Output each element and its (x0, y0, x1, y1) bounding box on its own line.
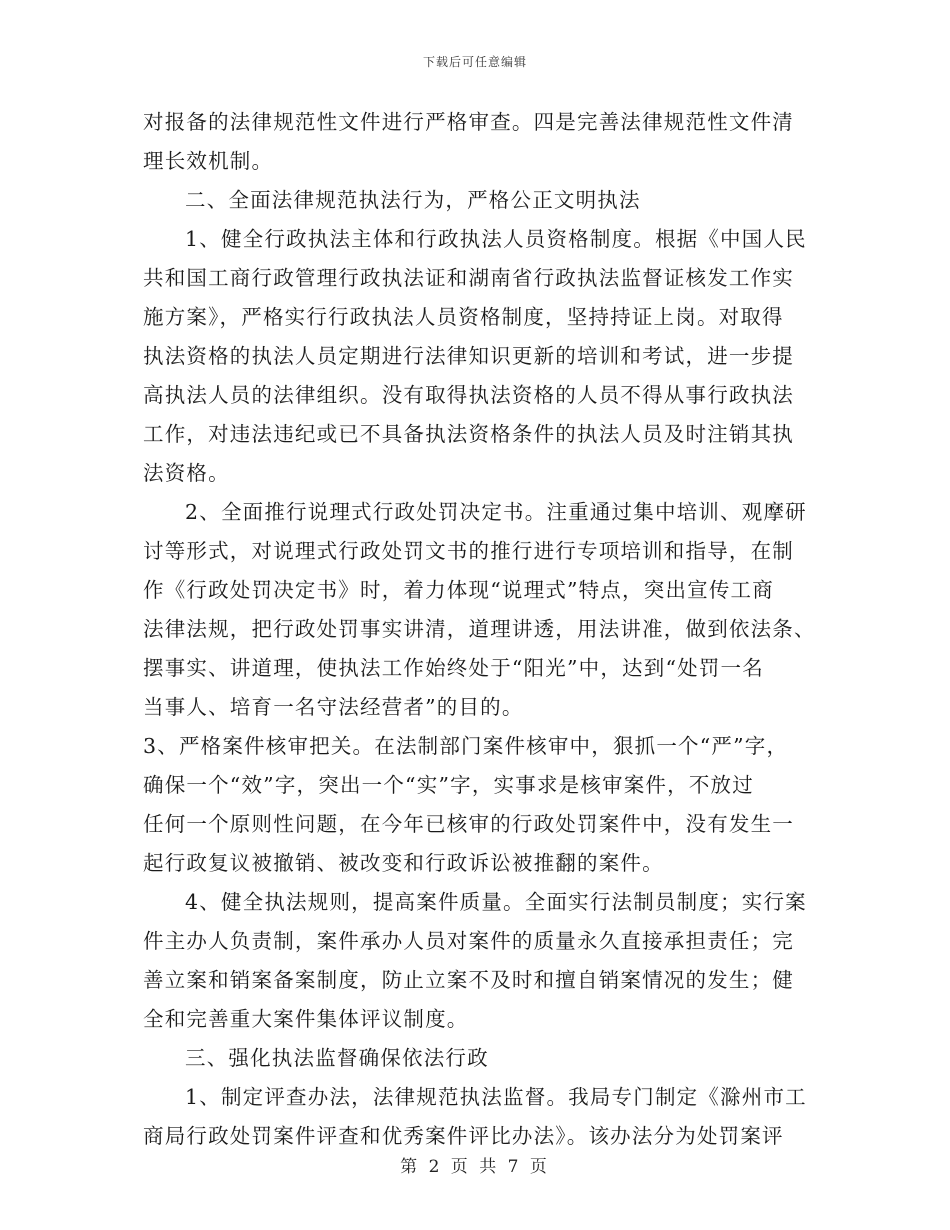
text-line: 善立案和销案备案制度，防止立案不及时和擅自销案情况的发生；健 (143, 968, 794, 992)
text-line: 1、健全行政执法主体和行政执法人员资格制度。根据《中国人民 (185, 227, 807, 251)
text-line: 二、全面法律规范执法行为，严格公正文明执法 (185, 188, 641, 212)
text-line: 施方案》，严格实行行政执法人员资格制度，坚持持证上岗。对取得 (143, 305, 784, 329)
text-line: 讨等形式，对说理式行政处罚文书的推行进行专项培训和指导，在制 (143, 539, 794, 563)
text-line: 1、制定评查办法，法律规范执法监督。我局专门制定《滁州市工 (185, 1085, 807, 1109)
text-line: 摆事实、讲道理，使执法工作始终处于“阳光”中，达到“处罚一名 (143, 656, 764, 680)
text-line: 当事人、培育一名守法经营者”的目的。 (143, 695, 524, 719)
page-header-note: 下载后可任意编辑 (422, 55, 527, 69)
text-line: 法资格。 (143, 461, 230, 485)
text-line: 商局行政处罚案件评查和优秀案件评比办法》。该办法分为处罚案评 (143, 1124, 784, 1148)
text-line: 3、严格案件核审把关。在法制部门案件核审中，狠抓一个“严”字， (143, 734, 789, 758)
text-line: 共和国工商行政管理行政执法证和湖南省行政执法监督证核发工作实 (143, 266, 794, 290)
text-line: 起行政复议被撤销、被改变和行政诉讼被推翻的案件。 (143, 851, 664, 875)
text-line: 对报备的法律规范性文件进行严格审查。四是完善法律规范性文件清 (143, 110, 794, 134)
text-line: 件主办人负责制，案件承办人员对案件的质量永久直接承担责任；完 (143, 929, 794, 953)
text-line: 法律法规，把行政处罚事实讲清，道理讲透，用法讲准，做到依法条、 (143, 617, 816, 641)
page-number: 第 2 页 共 7 页 (400, 1157, 550, 1177)
text-line: 工作，对违法违纪或已不具备执法资格条件的执法人员及时注销其执 (143, 422, 794, 446)
text-line: 全和完善重大案件集体评议制度。 (143, 1007, 469, 1031)
text-line: 作《行政处罚决定书》时，着力体现“说理式”特点，突出宣传工商 (143, 578, 774, 602)
text-line: 任何一个原则性问题，在今年已核审的行政处罚案件中，没有发生一 (143, 812, 794, 836)
text-line: 确保一个“效”字，突出一个“实”字，实事求是核审案件，不放过 (143, 773, 754, 797)
text-line: 2、全面推行说理式行政处罚决定书。注重通过集中培训、观摩研 (185, 500, 807, 524)
text-line: 执法资格的执法人员定期进行法律知识更新的培训和考试，进一步提 (143, 344, 794, 368)
text-line: 4、健全执法规则，提高案件质量。全面实行法制员制度；实行案 (185, 890, 807, 914)
text-line: 高执法人员的法律组织。没有取得执法资格的人员不得从事行政执法 (143, 383, 794, 407)
text-line: 理长效机制。 (143, 149, 274, 173)
document-body (143, 103, 816, 1156)
text-line: 三、强化执法监督确保依法行政 (185, 1046, 489, 1070)
